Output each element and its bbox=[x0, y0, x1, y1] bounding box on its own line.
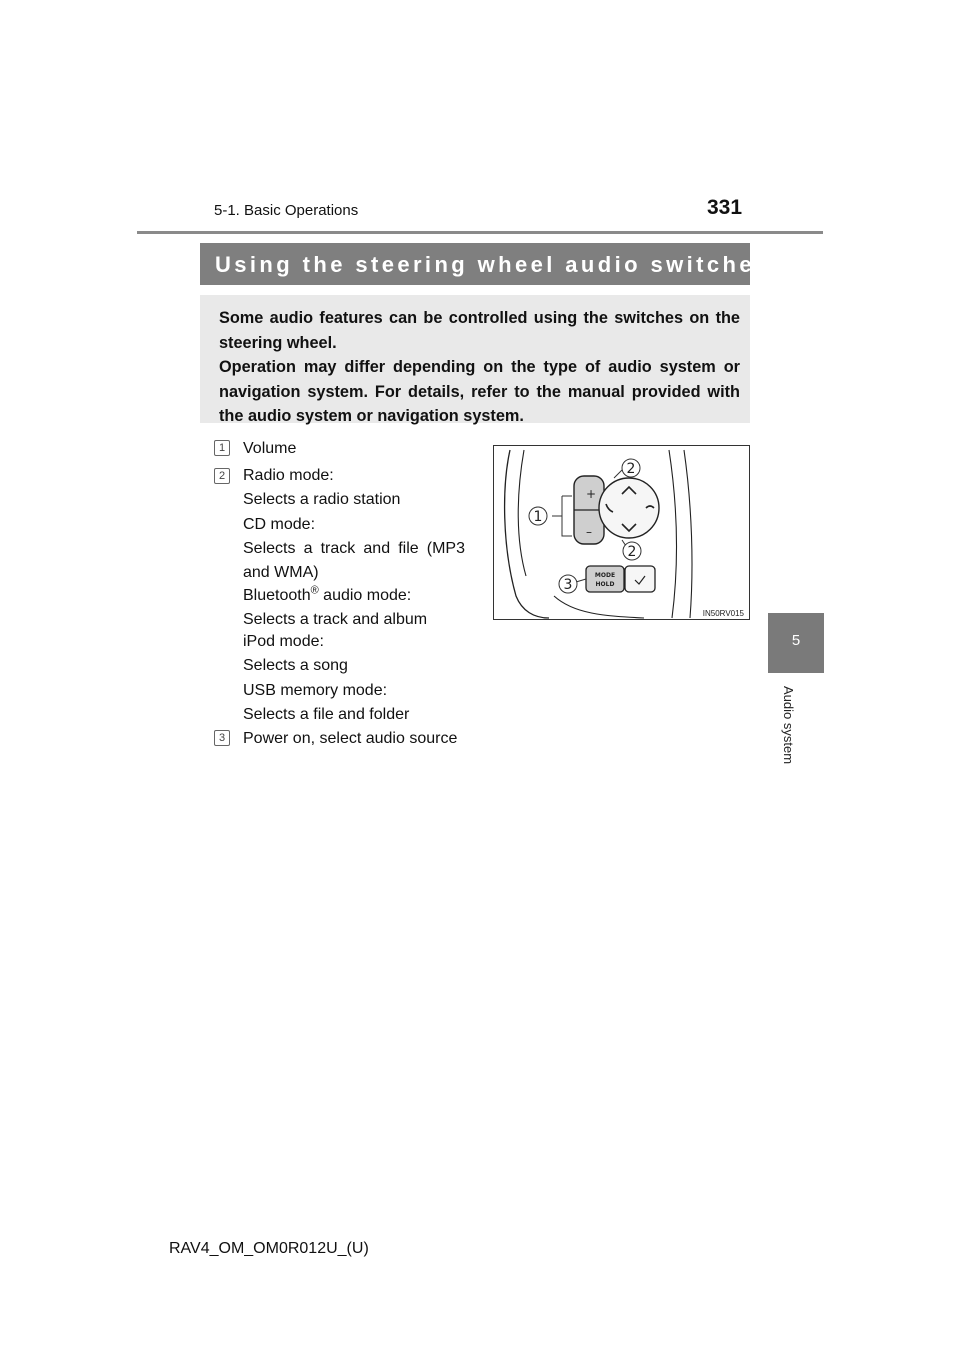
intro-box bbox=[200, 295, 750, 423]
figure-code: IN50RV015 bbox=[702, 609, 744, 618]
item-label: Radio mode: bbox=[243, 467, 334, 484]
header-rule bbox=[137, 231, 823, 234]
callout-2-top-leader bbox=[614, 470, 622, 478]
section-title: 5-1. Basic Operations bbox=[214, 202, 359, 219]
mode-description: Selects a file and folder bbox=[243, 706, 410, 723]
hold-button-label: HOLD bbox=[595, 581, 615, 588]
registered-mark: ® bbox=[310, 584, 319, 597]
wheel-spoke-right-outer bbox=[684, 450, 692, 618]
mode-ipod bbox=[243, 630, 348, 678]
mode-button-label: MODE bbox=[594, 572, 616, 579]
volume-minus-icon: – bbox=[586, 525, 592, 539]
callout-1-bracket bbox=[552, 496, 572, 536]
mode-label bbox=[243, 584, 427, 608]
item-number-1: 1 bbox=[214, 440, 230, 456]
callout-2-top-label: 2 bbox=[626, 461, 636, 477]
mode-label: CD mode: bbox=[243, 516, 316, 533]
callout-2-bottom-label: 2 bbox=[627, 544, 637, 560]
wheel-rim-outline bbox=[505, 450, 549, 618]
section-heading: Using the steering wheel audio switches bbox=[200, 243, 750, 285]
volume-plus-icon: + bbox=[586, 487, 597, 501]
mode-label: USB memory mode: bbox=[243, 682, 388, 699]
item-power bbox=[243, 727, 457, 751]
steering-switch-illustration bbox=[493, 445, 750, 620]
callout-3-label: 3 bbox=[563, 577, 573, 593]
mode-cd bbox=[243, 513, 465, 585]
mode-button bbox=[586, 566, 624, 592]
voice-button bbox=[625, 566, 655, 592]
item-description: Selects a radio station bbox=[243, 491, 401, 508]
wheel-spoke-right bbox=[669, 450, 676, 618]
item-volume bbox=[243, 437, 296, 461]
callout-1-label: 1 bbox=[533, 509, 543, 525]
chapter-label: Audio system bbox=[781, 686, 796, 765]
item-radio bbox=[243, 464, 400, 512]
callout-3-leader bbox=[576, 579, 586, 582]
mode-description: Selects a track and file (MP3 and WMA) bbox=[243, 540, 465, 581]
item-number-3: 3 bbox=[214, 730, 230, 746]
illustration-svg bbox=[494, 446, 749, 619]
document-code: RAV4_OM_OM0R012U_(U) bbox=[169, 1240, 369, 1257]
mode-description: Selects a track and album bbox=[243, 611, 428, 628]
item-label: Power on, select audio source bbox=[243, 730, 458, 747]
mode-label-text: Bluetooth bbox=[243, 587, 311, 604]
item-label: Volume bbox=[243, 440, 297, 457]
intro-paragraph: Some audio features can be controlled using the switches on the steering wheel. bbox=[219, 309, 740, 352]
mode-label-text: audio mode: bbox=[318, 587, 412, 604]
mode-bluetooth bbox=[243, 584, 427, 632]
intro-paragraph: Operation may differ depending on the type of audio system or navigation system. For details, refer to the manual provided with the audio system or navigation system. bbox=[219, 358, 740, 425]
wheel-rim-inner bbox=[518, 450, 526, 576]
item-number-2: 2 bbox=[214, 468, 230, 484]
page-number: 331 bbox=[707, 196, 743, 219]
mode-usb bbox=[243, 679, 409, 727]
mode-label: iPod mode: bbox=[243, 633, 324, 650]
mode-description: Selects a song bbox=[243, 657, 348, 674]
wheel-lower-contour bbox=[554, 596, 644, 618]
chapter-number: 5 bbox=[791, 632, 801, 649]
